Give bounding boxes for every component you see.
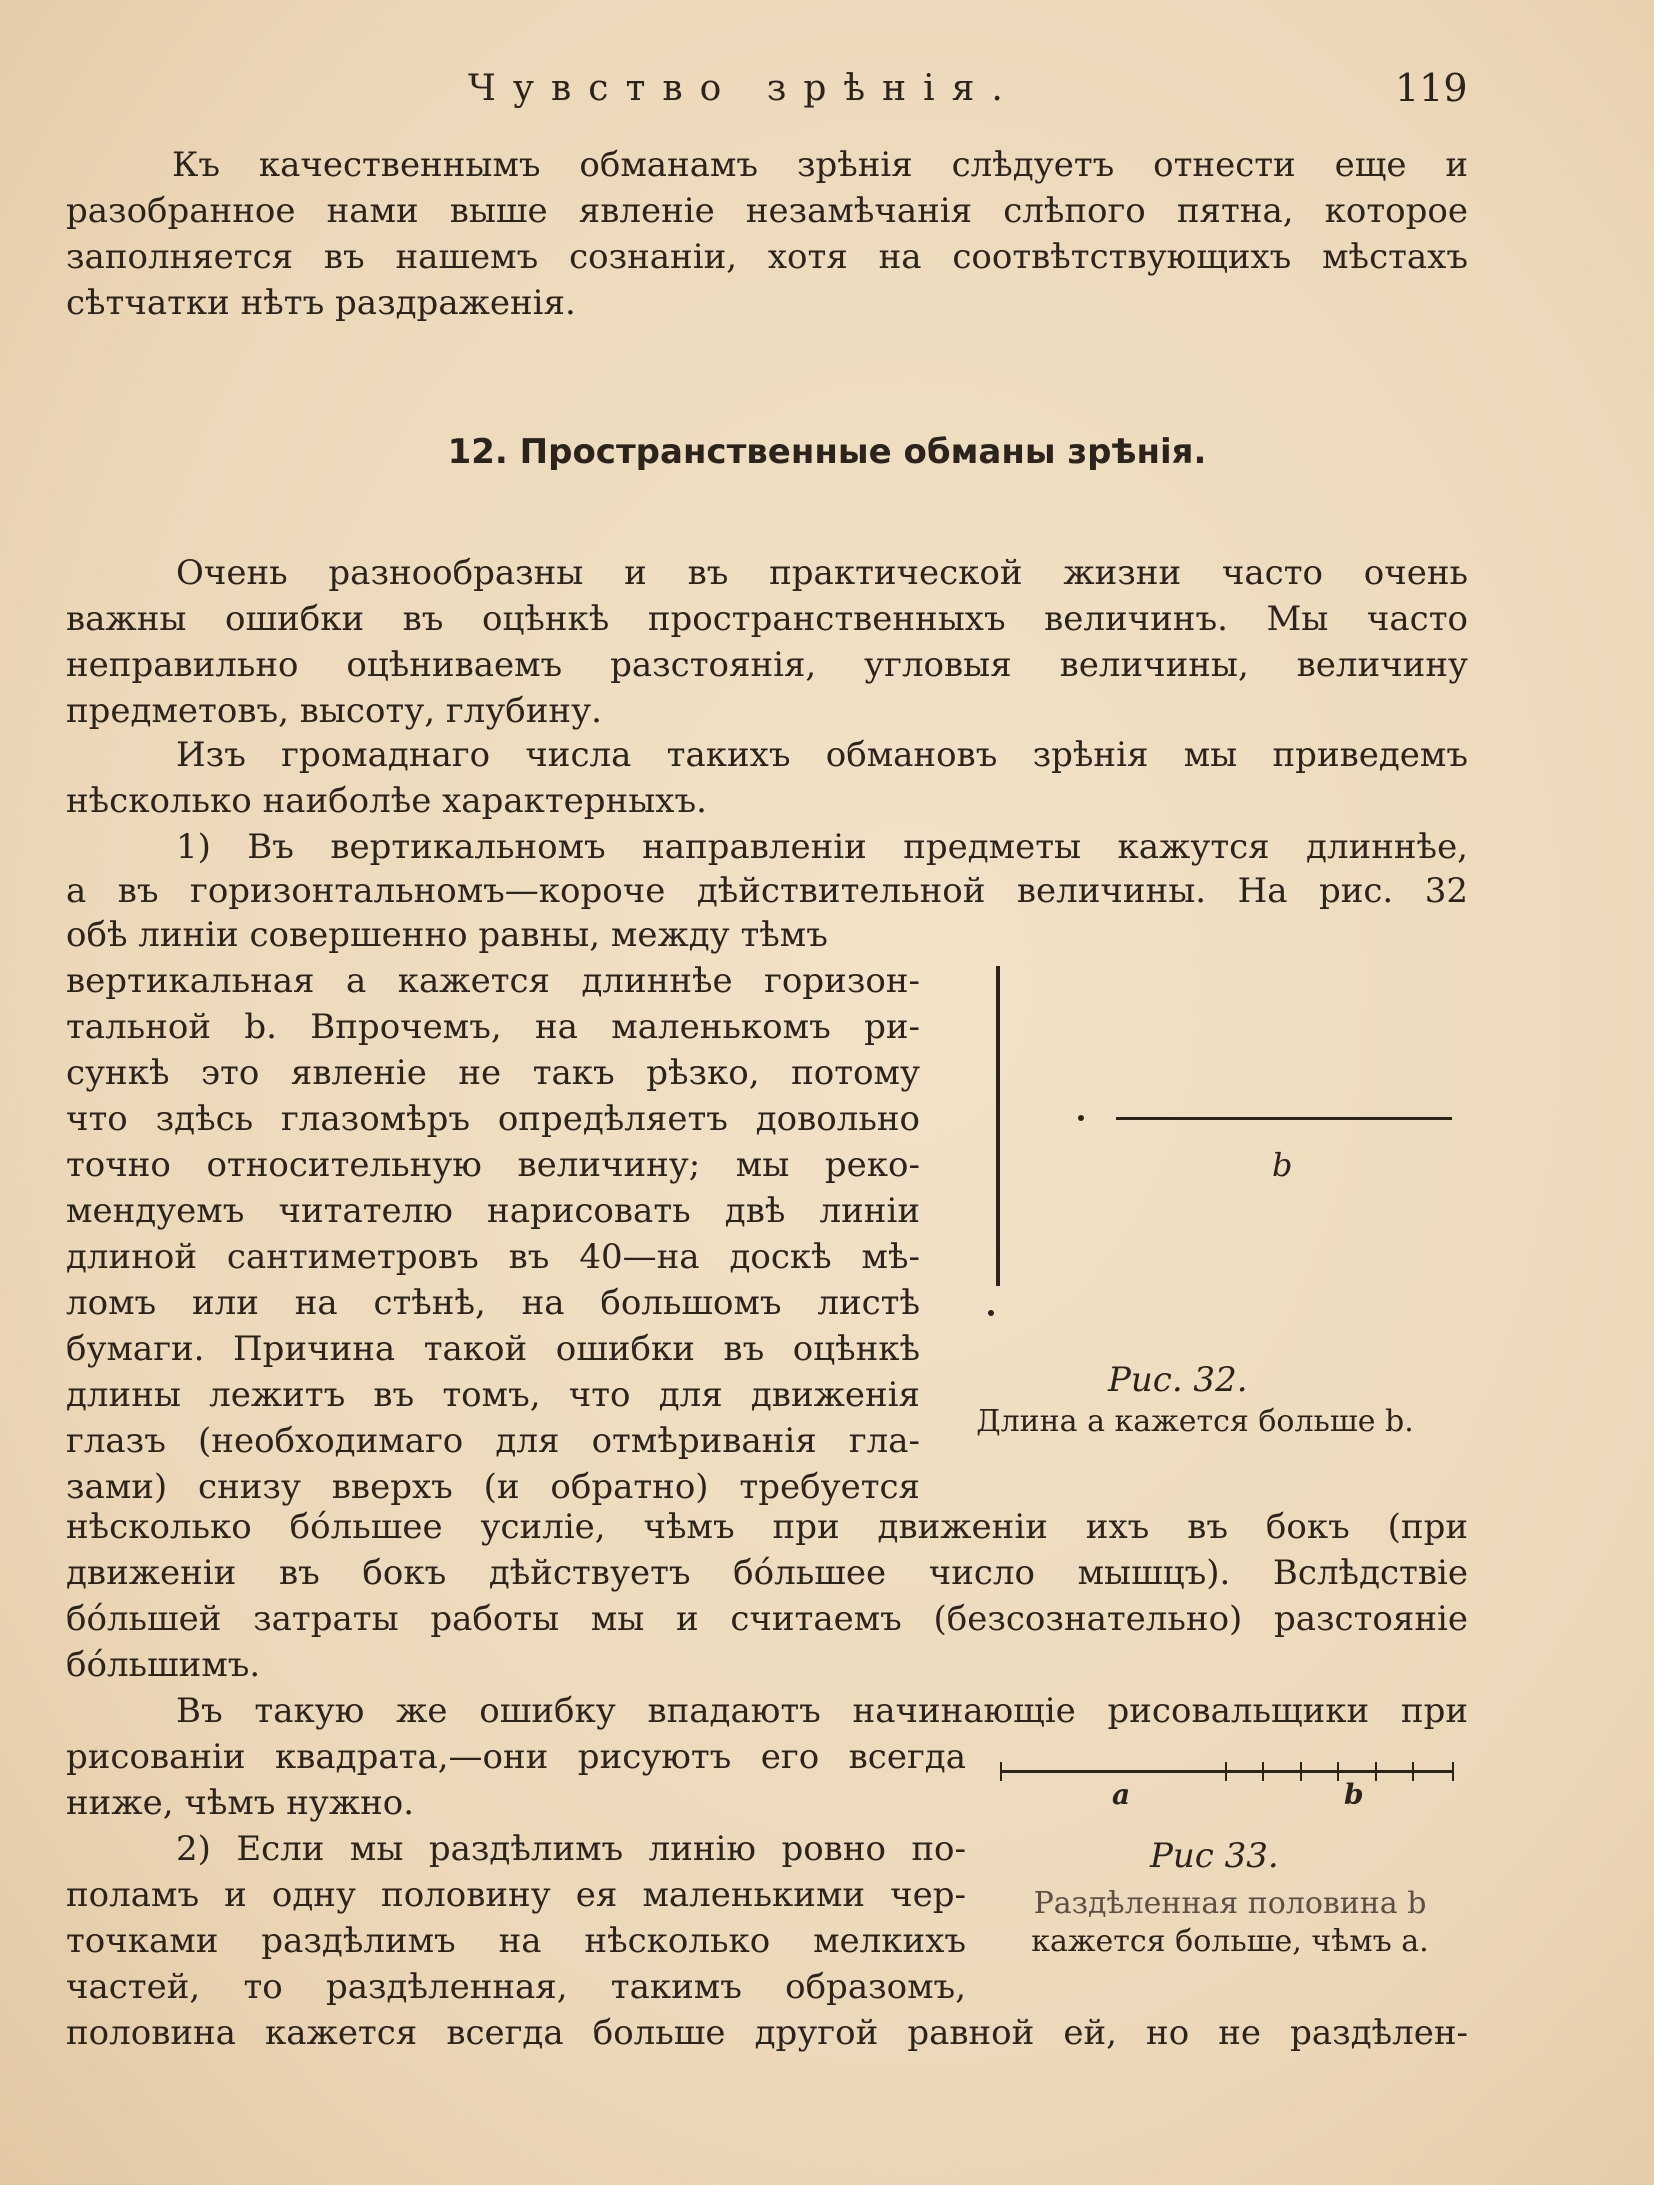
endpoint-dot	[1078, 1115, 1084, 1121]
text-line: поламъ и одну половину ея маленькими чер-	[66, 1875, 966, 1915]
text-line: Очень разнообразны и въ практической жизни часто очень	[176, 553, 1468, 593]
text-line: 1) Въ вертикальномъ направленіи предметы кажутся длиннѣе,	[176, 827, 1468, 867]
endpoint-dot	[988, 1310, 994, 1316]
text-line: тальной b. Впрочемъ, на маленькомъ ри-	[66, 1007, 920, 1047]
figure-32-caption: Длина a кажется больше b.	[976, 1404, 1414, 1439]
text-line: Къ качественнымъ обманамъ зрѣнія слѣдуетъ отнести еще и	[172, 145, 1468, 185]
tick-mark	[1300, 1762, 1302, 1781]
figure-33-caption-title: Рис 33.	[1150, 1836, 1279, 1876]
label-a: a	[1112, 1778, 1131, 1811]
text-line: 2) Если мы раздѣлимъ линію ровно по-	[176, 1829, 966, 1869]
tick-mark	[1225, 1762, 1227, 1781]
tick-mark	[1452, 1762, 1454, 1781]
text-line: вертикальная a кажется длиннѣе горизон-	[66, 961, 920, 1001]
tick-mark	[1262, 1762, 1264, 1781]
text-line: бумаги. Причина такой ошибки въ оцѣнкѣ	[66, 1329, 920, 1369]
vertical-line-a	[996, 966, 1000, 1286]
text-line: нѣсколько наиболѣе характерныхъ.	[66, 781, 707, 821]
label-a	[978, 1290, 979, 1291]
text-line: Въ такую же ошибку впадаютъ начинающіе рисовальщики при	[176, 1691, 1468, 1731]
text-line: бо́льшей затраты работы мы и считаемъ (безсознательно) разстояніе	[66, 1599, 1468, 1639]
tick-mark	[1337, 1762, 1339, 1781]
text-line: длиной сантиметровъ въ 40—на доскѣ мѣ-	[66, 1237, 920, 1277]
text-line: неправильно оцѣниваемъ разстоянія, угловыя величины, величину	[66, 645, 1468, 685]
text-line: точно относительную величину; мы реко-	[66, 1145, 920, 1185]
figure-33-caption-line2: кажется больше, чѣмъ a.	[1031, 1924, 1429, 1959]
text-line: разобранное нами выше явленіе незамѣчанія слѣпого пятна, которое	[66, 191, 1468, 231]
text-line: сѣтчатки нѣтъ раздраженія.	[66, 283, 576, 323]
text-line: нѣсколько бо́льшее усиліе, чѣмъ при движеніи ихъ въ бокъ (при	[66, 1507, 1468, 1547]
figure-32-caption-title: Рис. 32.	[1108, 1360, 1248, 1400]
running-title: Чувство зрѣнія.	[468, 68, 1020, 109]
text-line: рисованіи квадрата,—они рисуютъ его всегда	[66, 1737, 966, 1777]
text-line: предметовъ, высоту, глубину.	[66, 691, 602, 731]
text-line: ломъ или на стѣнѣ, на большомъ листѣ	[66, 1283, 920, 1323]
text-line: важны ошибки въ оцѣнкѣ пространственныхъ величинъ. Мы часто	[66, 599, 1468, 639]
text-line: Изъ громаднаго числа такихъ обмановъ зрѣнія мы приведемъ	[176, 735, 1468, 775]
text-line: ниже, чѣмъ нужно.	[66, 1783, 415, 1823]
text-line: обѣ линіи совершенно равны, между тѣмъ	[66, 915, 828, 955]
section-heading: 12. Пространственные обманы зрѣнія.	[447, 432, 1207, 472]
text-line: длины лежитъ въ томъ, что для движенія	[66, 1375, 920, 1415]
tick-mark	[1375, 1762, 1377, 1781]
figure-33-caption-line1: Раздѣленная половина b	[1033, 1886, 1427, 1921]
text-line: а въ горизонтальномъ—короче дѣйствительной величины. На рис. 32	[66, 871, 1468, 911]
label-b: b	[1272, 1146, 1293, 1184]
text-line: что здѣсь глазомѣръ опредѣляетъ довольно	[66, 1099, 920, 1139]
divided-line	[1000, 1770, 1454, 1773]
text-line: частей, то раздѣленная, такимъ образомъ,	[66, 1967, 966, 2007]
page-number: 119	[1395, 66, 1468, 110]
tick-mark	[1000, 1762, 1002, 1781]
text-line: бо́льшимъ.	[66, 1645, 261, 1685]
text-line: сункѣ это явленіе не такъ рѣзко, потому	[66, 1053, 920, 1093]
text-line: движеніи въ бокъ дѣйствуетъ бо́льшее число мышцъ). Вслѣдствіе	[66, 1553, 1468, 1593]
text-line: мендуемъ читателю нарисовать двѣ линіи	[66, 1191, 920, 1231]
tick-mark	[1412, 1762, 1414, 1781]
text-line: половина кажется всегда больше другой равной ей, но не раздѣлен-	[66, 2013, 1468, 2053]
label-b: b	[1344, 1778, 1364, 1811]
horizontal-line-b	[1116, 1117, 1452, 1120]
text-line: глазъ (необходимаго для отмѣриванія гла-	[66, 1421, 920, 1461]
text-line: заполняется въ нашемъ сознаніи, хотя на соотвѣтствующихъ мѣстахъ	[66, 237, 1468, 277]
text-line: зами) снизу вверхъ (и обратно) требуется	[66, 1467, 920, 1507]
text-line: точками раздѣлимъ на нѣсколько мелкихъ	[66, 1921, 966, 1961]
